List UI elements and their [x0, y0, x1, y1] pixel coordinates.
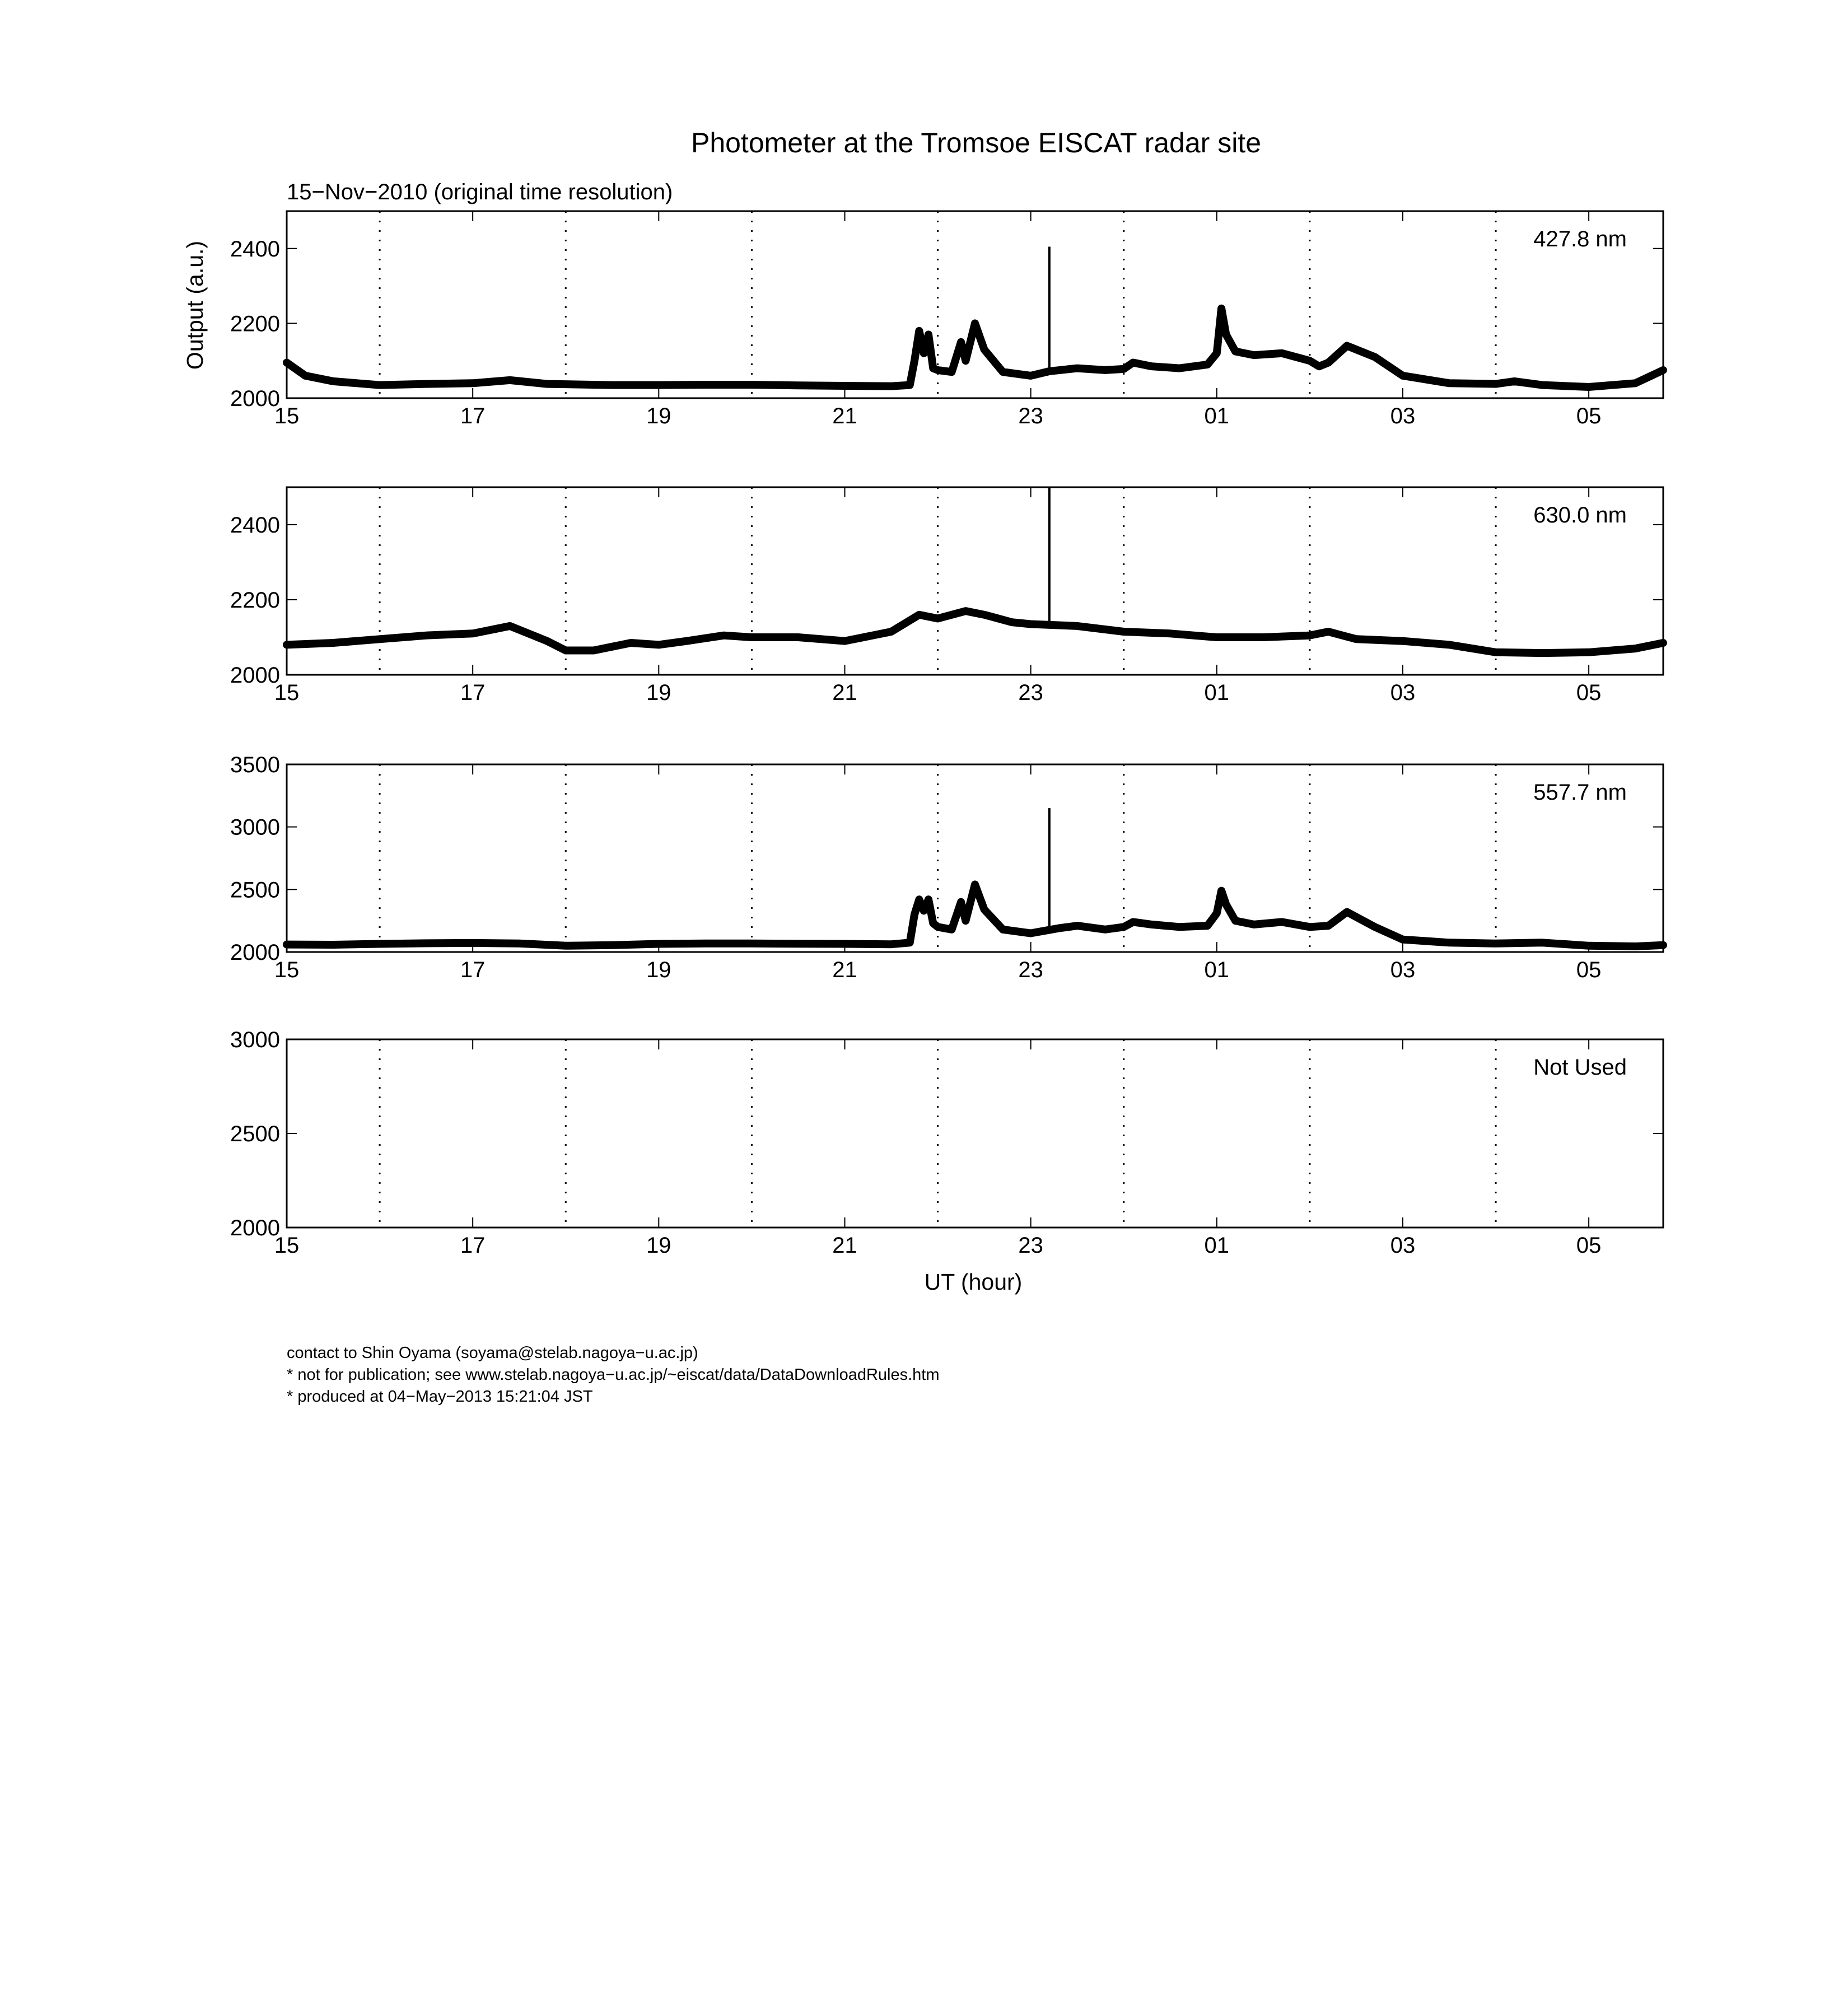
x-tick-label: 15 [274, 958, 300, 982]
footer-notes [287, 1342, 940, 1408]
x-tick-label: 23 [1018, 958, 1043, 982]
x-tick-label: 21 [832, 958, 857, 982]
x-tick-label: 15 [274, 404, 300, 428]
x-tick-label: 21 [832, 680, 857, 705]
series-line [287, 611, 1663, 653]
footer-notice: * not for publication; see www.stelab.nagoya−u.ac.jp/~eiscat/data/DataDownloadRules.htm [287, 1366, 940, 1384]
series-line [287, 309, 1663, 387]
footer-contact: contact to Shin Oyama (soyama@stelab.nagoya−u.ac.jp) [287, 1344, 698, 1362]
panel-3 [230, 753, 1663, 982]
y-tick-label: 2000 [230, 1216, 280, 1240]
x-tick-label: 05 [1576, 1233, 1602, 1258]
x-tick-label: 03 [1390, 404, 1416, 428]
y-tick-label: 2000 [230, 663, 280, 688]
x-tick-label: 17 [460, 1233, 486, 1258]
panel-1 [230, 211, 1663, 428]
x-tick-label: 23 [1018, 404, 1043, 428]
y-tick-label: 2500 [230, 878, 280, 903]
y-tick-label: 3000 [230, 815, 280, 840]
x-tick-label: 17 [460, 958, 486, 982]
panel-2 [230, 487, 1663, 705]
x-tick-label: 19 [646, 680, 671, 705]
x-tick-label: 21 [832, 1233, 857, 1258]
x-tick-label: 01 [1204, 1233, 1230, 1258]
series-line [287, 884, 1663, 946]
chart-subtitle: 15−Nov−2010 (original time resolution) [287, 180, 673, 204]
x-tick-label: 01 [1204, 680, 1230, 705]
x-tick-label: 05 [1576, 404, 1602, 428]
panel-label: 557.7 nm [1533, 780, 1627, 805]
x-tick-label: 23 [1018, 680, 1043, 705]
x-tick-label: 17 [460, 680, 486, 705]
y-tick-label: 2400 [230, 513, 280, 538]
chart-title: Photometer at the Tromsoe EISCAT radar site [690, 127, 1262, 158]
panel-4 [230, 1028, 1663, 1258]
y-tick-label: 2000 [230, 940, 280, 965]
x-tick-label: 19 [646, 958, 671, 982]
y-tick-label: 2200 [230, 311, 280, 337]
y-axis-label: Output (a.u.) [182, 240, 208, 370]
plot-frame [287, 764, 1663, 952]
x-tick-label: 21 [832, 404, 857, 428]
plot-frame [287, 1039, 1663, 1228]
x-tick-label: 19 [646, 404, 671, 428]
panel-label: 630.0 nm [1533, 503, 1627, 528]
footer-produced: * produced at 04−May−2013 15:21:04 JST [287, 1388, 593, 1406]
x-tick-label: 15 [274, 680, 300, 705]
x-tick-label: 05 [1576, 958, 1602, 982]
panel-label: Not Used [1533, 1055, 1627, 1080]
y-tick-label: 2500 [230, 1122, 280, 1146]
plot-frame [287, 211, 1663, 398]
x-tick-label: 03 [1390, 680, 1416, 705]
x-axis-label: UT (hour) [924, 1269, 1023, 1295]
x-tick-label: 19 [646, 1233, 671, 1258]
y-tick-label: 2400 [230, 236, 280, 262]
y-tick-label: 2000 [230, 386, 280, 411]
y-tick-label: 3000 [230, 1028, 280, 1052]
x-tick-label: 15 [274, 1233, 300, 1258]
panels-group [230, 211, 1663, 1258]
y-tick-label: 2200 [230, 588, 280, 613]
x-tick-label: 03 [1390, 1233, 1416, 1258]
x-tick-label: 01 [1204, 404, 1230, 428]
x-tick-label: 05 [1576, 680, 1602, 705]
x-tick-label: 03 [1390, 958, 1416, 982]
y-tick-label: 3500 [230, 753, 280, 777]
x-tick-label: 01 [1204, 958, 1230, 982]
x-tick-label: 17 [460, 404, 486, 428]
x-tick-label: 23 [1018, 1233, 1043, 1258]
panel-label: 427.8 nm [1533, 227, 1627, 251]
